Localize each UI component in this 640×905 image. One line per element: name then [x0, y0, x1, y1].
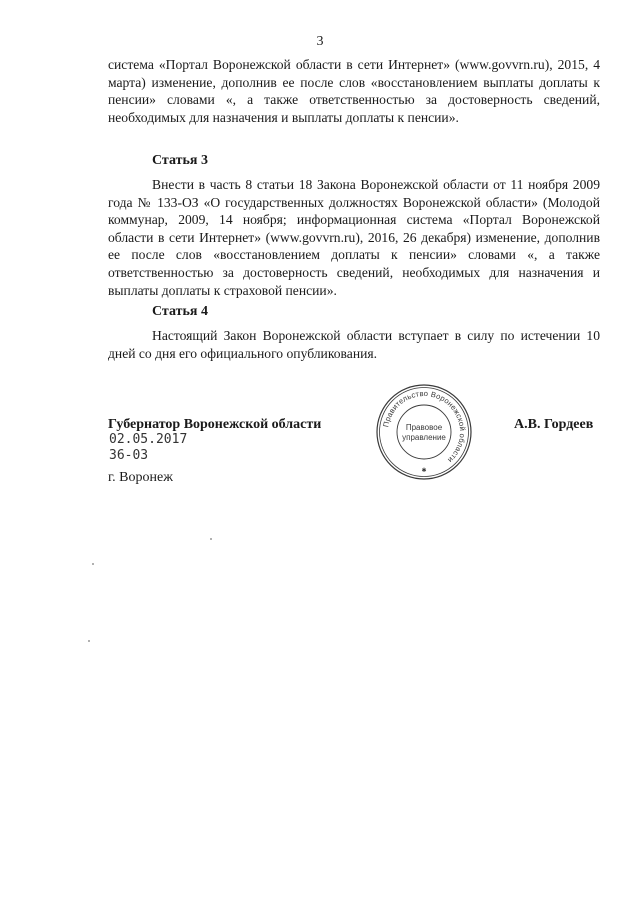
- scan-speck: [92, 563, 94, 565]
- seal-outer-text: Правительство Воронежской области: [381, 388, 468, 465]
- signature-title: Губернатор Воронежской области: [108, 417, 322, 432]
- article-3-text: Внести в часть 8 статьи 18 Закона Воронежской области от 11 ноября 2009 года № 133-ОЗ «О государственных должностях Воронежской области» (Молодой коммунар, 2009, 14 ноября; информационная система «Портал Воронежской области в сети Интернет» (www.govvrn.ru), 2016, 26 декабря) изменение, дополнив ее после слов «восстановлением доплаты к пенсии» словами «, а также ответственностью за достоверность сведений, необходимых для назначения и выплаты доплаты к страховой пенсии».: [108, 177, 600, 298]
- article-3-heading: Статья 3: [152, 153, 208, 168]
- stamp-number: 36-03: [109, 448, 149, 463]
- seal-inner-line-2: управление: [402, 433, 446, 442]
- page-number: 3: [316, 34, 324, 49]
- official-seal: [374, 382, 474, 482]
- paragraph-continuation: система «Портал Воронежской области в сети Интернет» (www.govvrn.ru), 2015, 4 марта) изменение, дополнив ее после слов «восстановлением выплаты доплаты к пенсии» словами «, а также ответственностью за достоверность сведений, необходимых для назначения и выплаты доплаты к пенсии».: [108, 57, 600, 125]
- stamp-date: 02.05.2017: [109, 432, 188, 447]
- scan-speck: [210, 538, 212, 540]
- article-4-heading: Статья 4: [152, 304, 208, 319]
- scan-speck: [88, 640, 90, 642]
- seal-inner-line-1: Правовое: [405, 423, 443, 432]
- signature-name: А.В. Гордеев: [514, 417, 594, 432]
- article-4-text: Настоящий Закон Воронежской области вступает в силу по истечении 10 дней со дня его официального опубликования.: [108, 328, 600, 361]
- svg-text:✱: ✱: [421, 468, 427, 474]
- city-name: г. Воронеж: [108, 470, 173, 485]
